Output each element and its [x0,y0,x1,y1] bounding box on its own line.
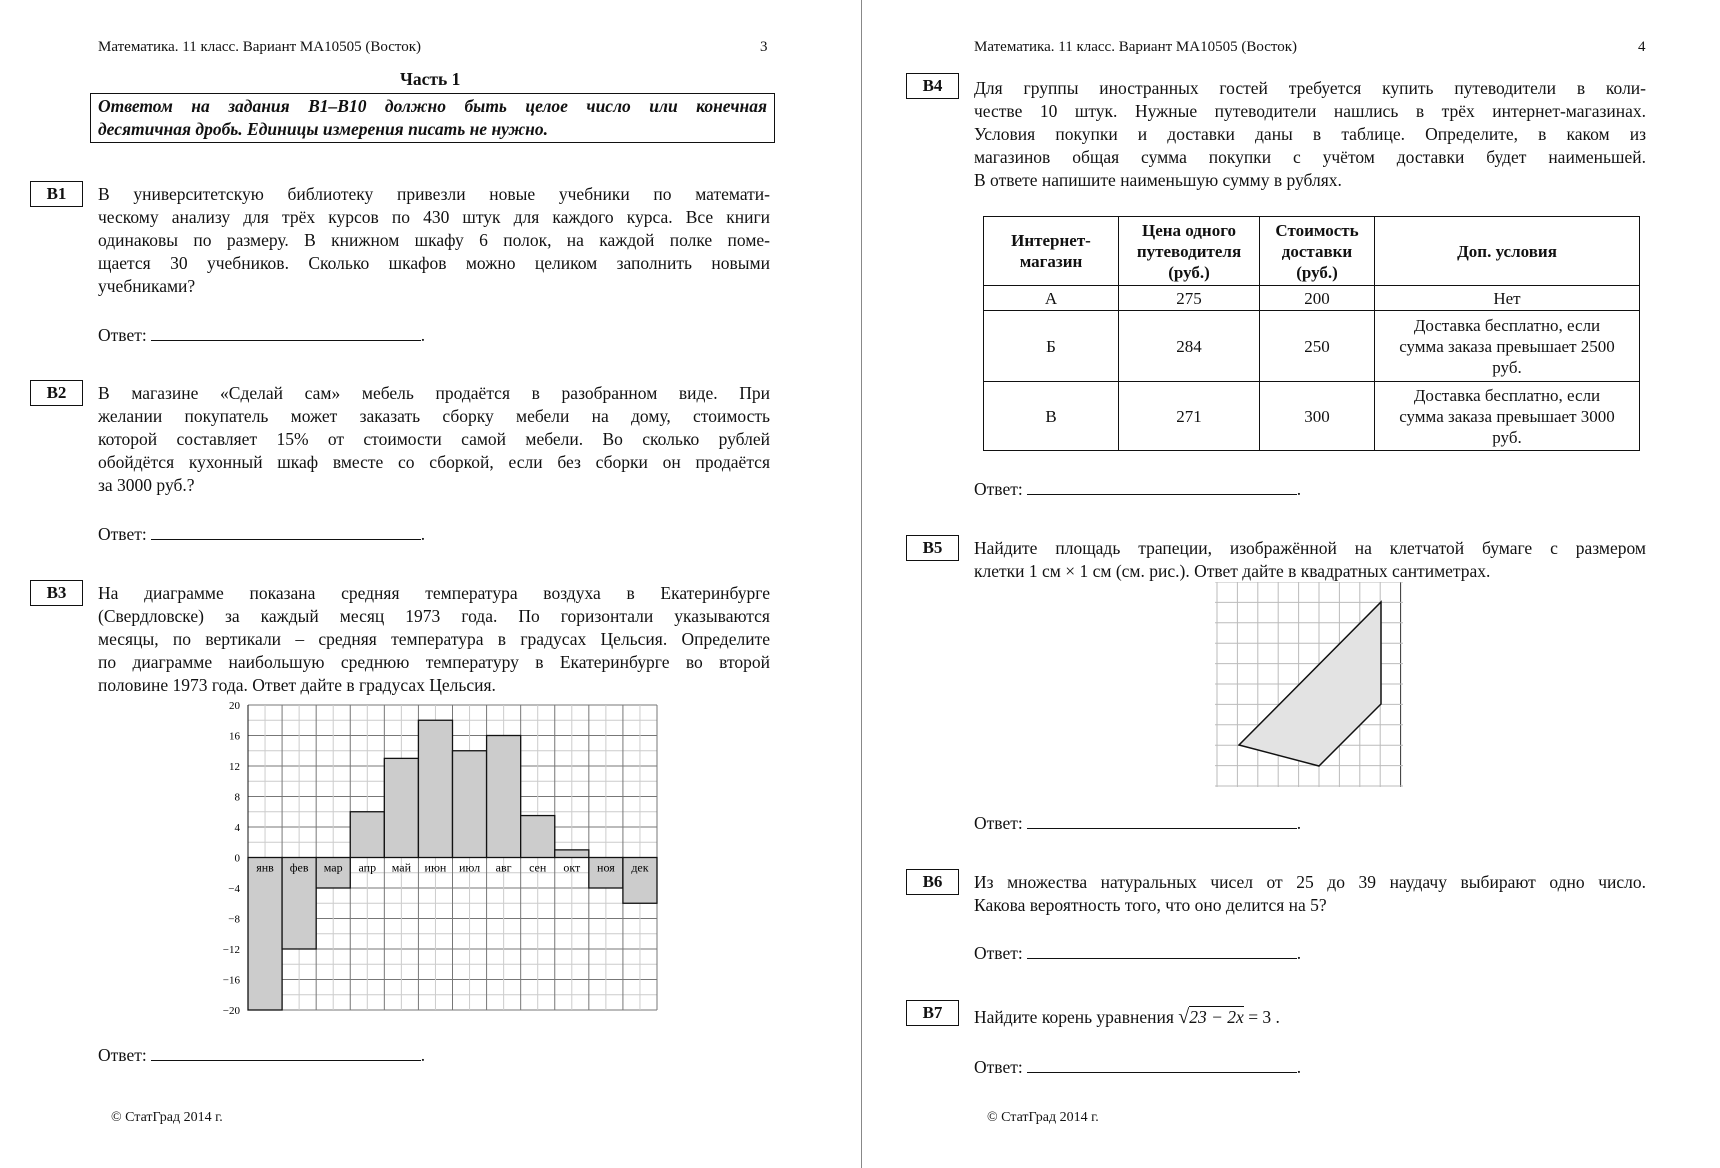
bar-янв [248,858,282,1011]
answer-field-b3[interactable]: Ответ: . [98,1045,426,1065]
page-divider [861,0,862,1168]
answer-field-b1[interactable]: Ответ: . [98,325,426,345]
answer-field-b4[interactable]: Ответ: . [974,479,1302,499]
x-tick-label: ноя [597,860,615,875]
y-tick-label: −16 [222,974,240,987]
x-tick-label: май [391,860,412,875]
table-row: Б 284 250 Доставка бесплатно, если сумма заказа превышает 2500 руб. [984,311,1640,382]
y-tick-label: −12 [222,944,240,956]
task-label-b4: В4 [906,73,959,99]
task-b3-text: На диаграмме показана средняя температура воздуха в Екатеринбурге (Свердловске) за каждый месяц 1973 года. По горизонтали указываются месяцы, по вертикали – средняя температура в градусах Цельсия. Определите по диаграмме наибольшую среднюю температуру в Екатеринбурге во второй половине 1973 года. Ответ дайте в градусах Цельсия. [98,583,770,695]
y-tick-label: −4 [228,883,240,895]
part-title: Часть 1 [400,69,461,89]
table-header: Доп. условия [1375,217,1640,286]
y-tick-label: 0 [234,852,240,865]
bar-апр [350,812,384,858]
instructions-line: Ответом на задания В1–В10 должно быть целое число или конечная [98,96,767,116]
task-b6-text: Из множества натуральных чисел от 25 до 39 наудачу выбирают одно число. Какова вероятность того, что оно делится на 5? [974,872,1646,915]
square-root: √ [1178,1006,1190,1028]
x-tick-label: июн [424,860,447,875]
y-tick-label: 12 [229,761,240,773]
answer-field-b6[interactable]: Ответ: . [974,943,1302,963]
x-tick-label: дек [631,860,649,875]
footer-copyright: © СтатГрад 2014 г. [111,1110,223,1125]
y-tick-label: 20 [229,700,240,712]
x-tick-label: апр [358,860,377,875]
page-number: 3 [760,39,768,55]
y-tick-label: 4 [234,822,240,834]
task-label-b3: В3 [30,580,83,606]
y-tick-label: −20 [222,1005,240,1017]
x-tick-label: янв [256,860,274,875]
bar-сен [521,816,555,858]
bar-июл [453,751,487,858]
instructions-line: десятичная дробь. Единицы измерения писать не нужно. [98,119,548,139]
table-row: А 275 200 Нет [984,286,1640,311]
trapezoid-figure [1215,582,1407,790]
task-label-b6: В6 [906,869,959,895]
x-tick-label: авг [495,860,512,875]
bar-май [384,758,418,857]
bar-окт [555,850,589,858]
bar-июн [418,720,452,857]
table-header: Цена одного путеводителя (руб.) [1119,217,1260,286]
x-tick-label: сен [529,860,547,875]
answer-field-b7[interactable]: Ответ: . [974,1057,1302,1077]
bar-авг [487,736,521,858]
x-tick-label: фев [289,860,309,875]
task-label-b2: В2 [30,380,83,406]
footer-copyright: © СтатГрад 2014 г. [987,1110,1099,1125]
task-b1-text: В университетскую библиотеку привезли новые учебники по математи- ческому анализу для трёх курсов по 430 штук для каждого курса. Все книги одинаковы по размеру. В книжном шкафу 6 полок, на каждой полке поме- щается 30 учебников. Сколько шкафов можно целиком заполнить новыми учебниками? [98,184,770,296]
table-header: Стоимость доставки (руб.) [1260,217,1375,286]
answer-field-b5[interactable]: Ответ: . [974,813,1302,833]
page-header: Математика. 11 класс. Вариант МА10505 (Восток) [974,39,1297,55]
answer-field-b2[interactable]: Ответ: . [98,524,426,544]
page-number: 4 [1638,39,1646,55]
x-tick-label: мар [323,860,343,875]
task-b4-text: Для группы иностранных гостей требуется купить путеводители в коли- честве 10 штук. Нужные путеводители нашлись в трёх интернет-магазинах. Условия покупки и доставки даны в таблице. Определите, в каком из магазинов общая сумма покупки с учётом доставки будет наименьшей. В ответе напишите наименьшую сумму в рублях. [974,78,1646,190]
y-tick-label: −8 [228,913,240,926]
table-header: Интернет-магазин [984,217,1119,286]
x-tick-label: окт [563,860,581,875]
temperature-chart [200,695,670,1020]
x-tick-label: июл [459,860,481,875]
y-tick-label: 16 [229,730,240,743]
instructions-box [90,93,775,143]
task-b7-text: Найдите корень уравнения √23 − 2x = 3 . [974,1006,1280,1028]
task-label-b1: В1 [30,181,83,207]
y-tick-label: 8 [234,791,240,804]
task-b2-text: В магазине «Сделай сам» мебель продаётся в разобранном виде. При желании покупатель может заказать сборку мебели на дому, стоимость которой составляет 15% от стоимости самой мебели. Во сколько рублей обойдётся кухонный шкаф вместе со сборкой, если без сборки он продаётся за 3000 руб.? [98,383,770,495]
page-header: Математика. 11 класс. Вариант МА10505 (Восток) [98,39,421,55]
table-row: В 271 300 Доставка бесплатно, если сумма заказа превышает 3000 руб. [984,382,1640,451]
task-label-b5: В5 [906,535,959,561]
shops-table [983,216,1640,451]
task-label-b7: В7 [906,1000,959,1026]
task-b5-text: Найдите площадь трапеции, изображённой на клетчатой бумаге с размером клетки 1 см × 1 см (см. рис.). Ответ дайте в квадратных сантиметрах. [974,538,1646,581]
